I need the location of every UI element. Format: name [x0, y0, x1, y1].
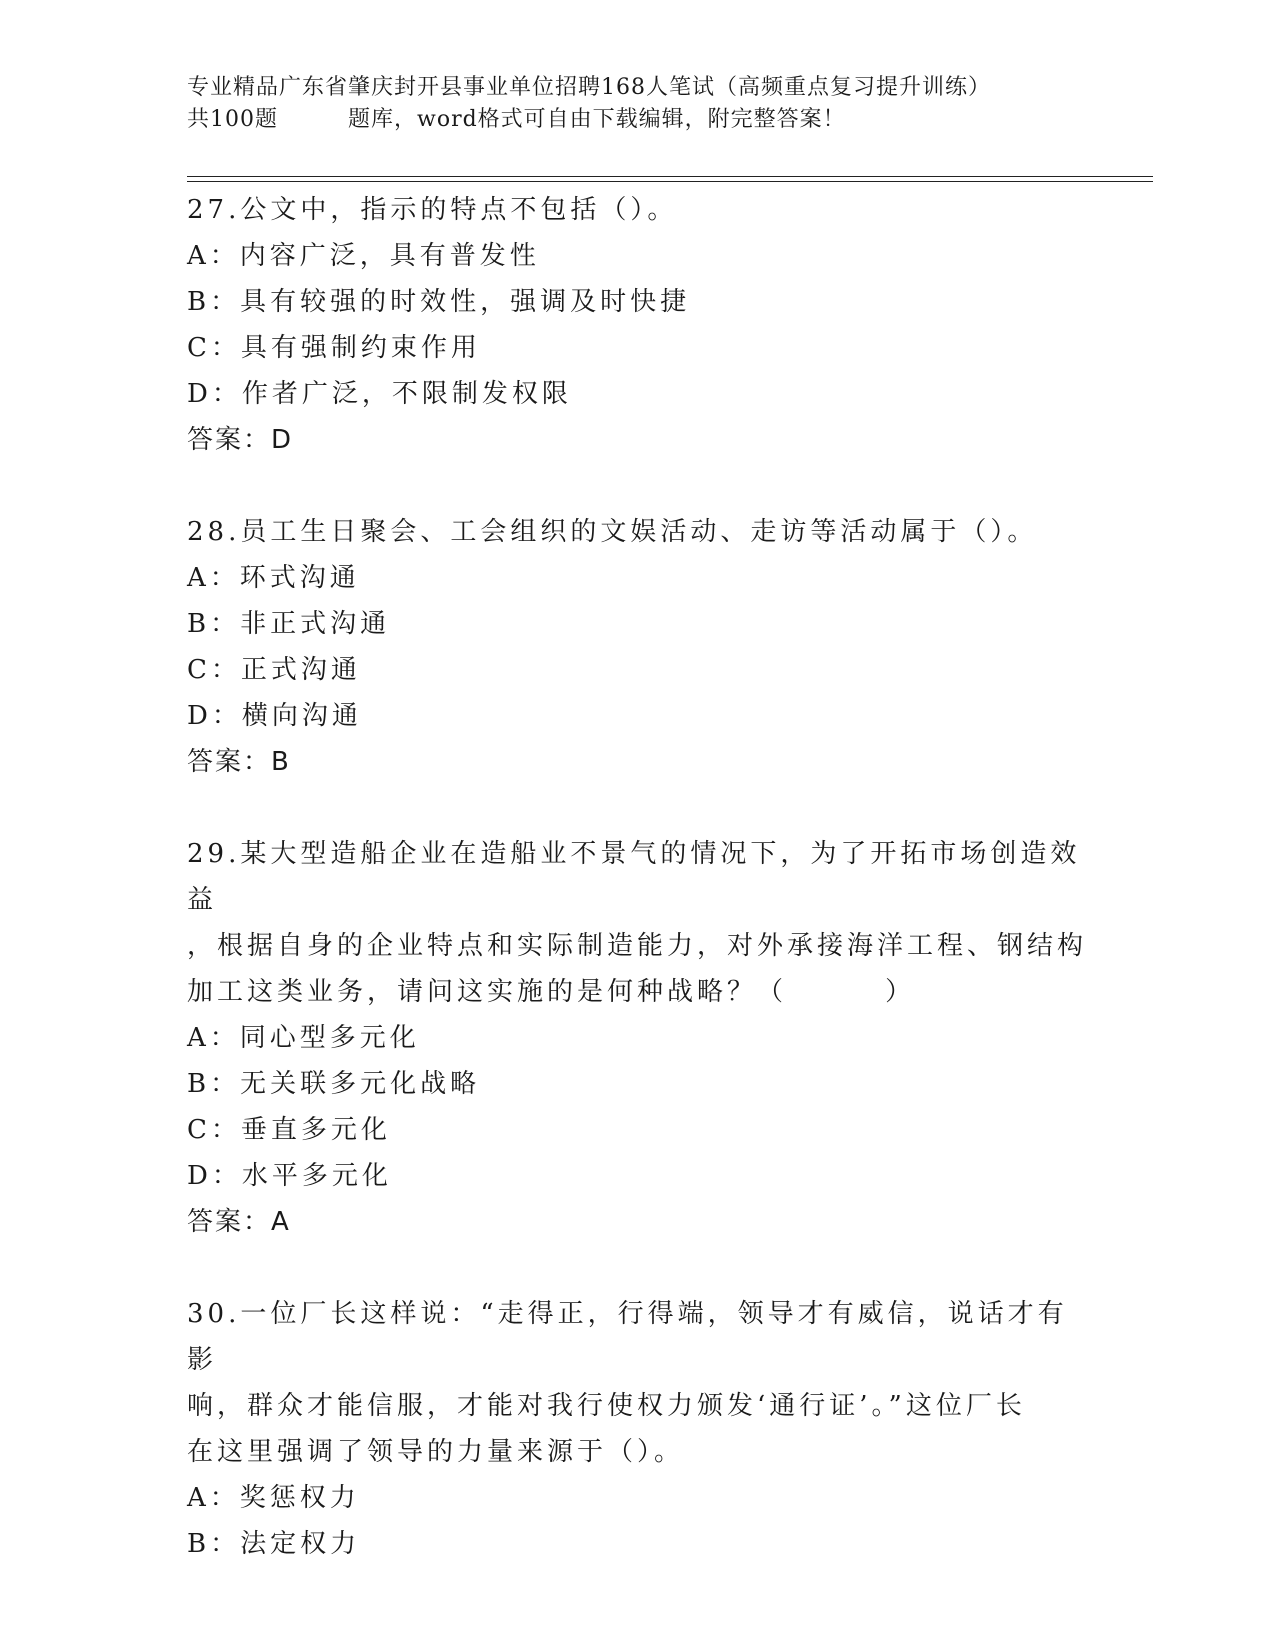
option-b: B：无关联多元化战略 [187, 1069, 481, 1099]
option-b: B：法定权力 [187, 1529, 361, 1559]
option-a: A：奖惩权力 [187, 1483, 360, 1513]
option-a: A：环式沟通 [187, 563, 360, 593]
option-d: D：横向沟通 [187, 701, 362, 731]
header-count: 共100题 [187, 107, 278, 132]
question-30 [187, 1291, 1087, 1567]
question-stem-line: ，根据自身的企业特点和实际制造能力，对外承接海洋工程、钢结构 [187, 931, 1088, 961]
answer-text: 答案：D [187, 425, 294, 455]
option-d: D：水平多元化 [187, 1161, 392, 1191]
option-c: C：垂直多元化 [187, 1115, 391, 1145]
option-a: A：同心型多元化 [187, 1023, 420, 1053]
option-b: B：非正式沟通 [187, 609, 391, 639]
question-stem: 27.公文中，指示的特点不包括（）。 [187, 195, 678, 225]
answer-text: 答案：A [187, 1207, 291, 1237]
answer-text: 答案：B [187, 747, 291, 777]
option-c: C：具有强制约束作用 [187, 333, 481, 363]
question-27 [187, 187, 1087, 463]
question-stem-line: 30.一位厂长这样说：“走得正，行得端，领导才有威信，说话才有影 [187, 1299, 1068, 1375]
option-a: A：内容广泛，具有普发性 [187, 241, 540, 271]
question-list [187, 187, 1087, 1567]
header-divider-bottom [187, 181, 1153, 182]
header-title-line: 专业精品广东省肇庆封开县事业单位招聘168人笔试（高频重点复习提升训练） [187, 75, 991, 100]
question-29 [187, 831, 1087, 1245]
header-subtitle-line [187, 104, 1087, 136]
question-stem-line: 在这里强调了领导的力量来源于（）。 [187, 1437, 685, 1467]
question-stem: 28.员工生日聚会、工会组织的文娱活动、走访等活动属于（）。 [187, 517, 1038, 547]
option-c: C：正式沟通 [187, 655, 361, 685]
option-b: B：具有较强的时效性，强调及时快捷 [187, 287, 691, 317]
question-28 [187, 509, 1087, 785]
question-stem-line: 29.某大型造船企业在造船业不景气的情况下，为了开拓市场创造效益 [187, 839, 1081, 915]
option-d: D：作者广泛，不限制发权限 [187, 379, 572, 409]
document-header [187, 72, 1087, 136]
header-divider-top [187, 176, 1153, 177]
header-note: 题库，word格式可自由下载编辑，附完整答案！ [348, 107, 846, 132]
question-stem-line: 加工这类业务，请问这实施的是何种战略？（ ） [187, 977, 916, 1007]
question-stem-line: 响，群众才能信服，才能对我行使权力颁发‘通行证’。”这位厂长 [187, 1391, 1026, 1421]
